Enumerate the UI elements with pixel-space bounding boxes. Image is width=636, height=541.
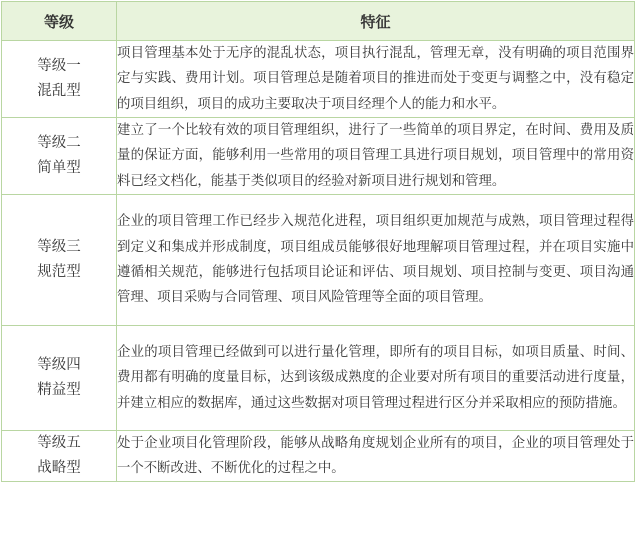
level-number: 等级一 bbox=[37, 57, 81, 74]
table-row bbox=[2, 325, 635, 430]
level-number: 等级三 bbox=[37, 238, 81, 255]
level-number: 等级二 bbox=[37, 134, 81, 151]
level-type: 混乱型 bbox=[37, 82, 81, 99]
level-cell bbox=[2, 41, 117, 118]
maturity-levels-table bbox=[1, 1, 635, 482]
header-row bbox=[2, 2, 635, 41]
level-number: 等级五 bbox=[37, 435, 81, 452]
level-cell bbox=[2, 117, 117, 194]
header-feature: 特征 bbox=[117, 2, 635, 41]
level-cell bbox=[2, 194, 117, 325]
feature-cell: 建立了一个比较有效的项目管理组织，进行了一些简单的项目界定，在时间、费用及质量的保证方面，能够利用一些常用的项目管理工具进行项目规划，项目管理中的常用资料已经文档化，能基于类似项目的经验对新项目进行规划和管理。 bbox=[117, 117, 635, 194]
level-cell bbox=[2, 325, 117, 430]
level-type: 战略型 bbox=[37, 460, 81, 477]
level-type: 简单型 bbox=[37, 159, 81, 176]
feature-cell: 企业的项目管理已经做到可以进行量化管理，即所有的项目目标，如项目质量、时间、费用都有明确的度量目标，达到该级成熟度的企业要对所有项目的重要活动进行度量，并建立相应的数据库，通过这些数据对项目管理过程进行区分并采取相应的预防措施。 bbox=[117, 325, 635, 430]
table-row bbox=[2, 430, 635, 482]
feature-cell: 企业的项目管理工作已经步入规范化进程，项目组织更加规范与成熟，项目管理过程得到定义和集成并形成制度，项目组成员能够很好地理解项目管理过程，并在项目实施中遵循相关规范，能够进行包括项目论证和评估、项目规划、项目控制与变更、项目沟通管理、项目采购与合同管理、项目风险管理等全面的项目管理。 bbox=[117, 194, 635, 325]
feature-cell: 项目管理基本处于无序的混乱状态，项目执行混乱，管理无章，没有明确的项目范围界定与实践、费用计划。项目管理总是随着项目的推进而处于变更与调整之中，没有稳定的项目组织，项目的成功主要取决于项目经理个人的能力和水平。 bbox=[117, 41, 635, 118]
table-row bbox=[2, 117, 635, 194]
feature-cell: 处于企业项目化管理阶段，能够从战略角度规划企业所有的项目，企业的项目管理处于一个不断改进、不断优化的过程之中。 bbox=[117, 430, 635, 482]
level-cell bbox=[2, 430, 117, 482]
level-number: 等级四 bbox=[37, 356, 81, 373]
table-row bbox=[2, 194, 635, 325]
level-type: 精益型 bbox=[37, 381, 81, 398]
table-row bbox=[2, 41, 635, 118]
level-type: 规范型 bbox=[37, 263, 81, 280]
header-level: 等级 bbox=[2, 2, 117, 41]
